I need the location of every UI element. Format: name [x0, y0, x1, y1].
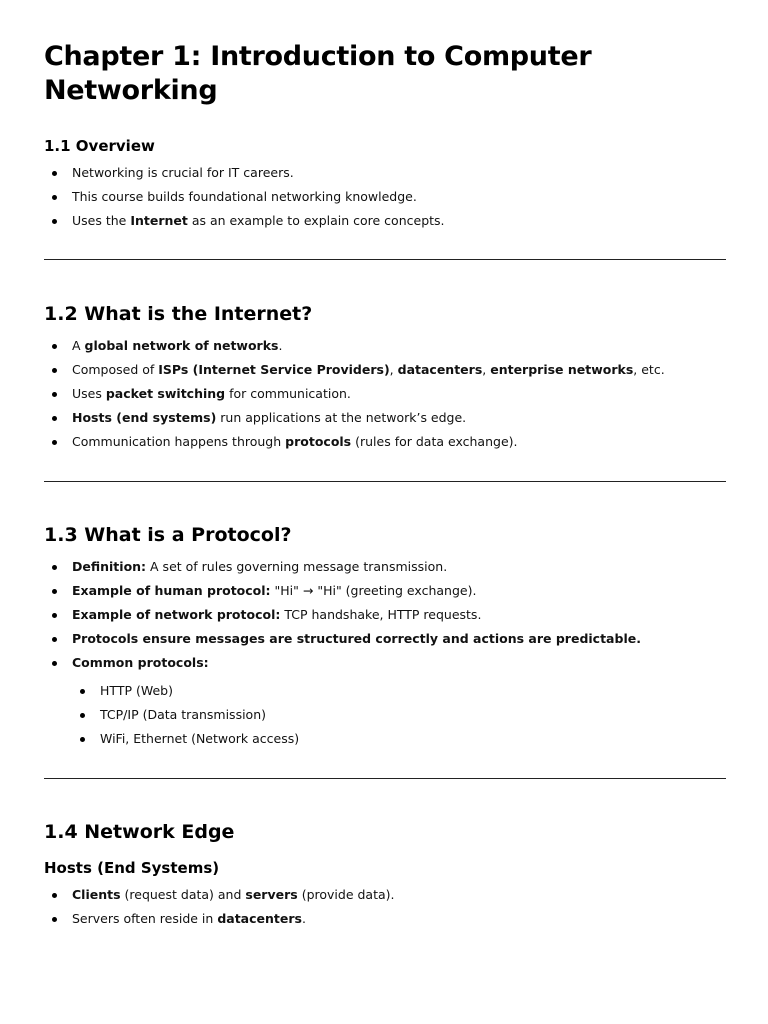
list-item	[72, 707, 726, 723]
bold-text: protocols	[285, 434, 352, 449]
network-edge-list	[44, 887, 726, 927]
bold-text: enterprise networks	[490, 362, 634, 377]
list-item	[72, 683, 726, 699]
document-page	[44, 0, 726, 935]
common-protocols-list	[44, 683, 726, 747]
item-text: .	[278, 338, 283, 353]
list-item	[44, 911, 726, 927]
list-item	[44, 386, 726, 402]
list-item	[44, 362, 726, 378]
list-item	[44, 434, 726, 450]
list-item	[44, 631, 726, 647]
item-text: run applications at the network’s edge.	[216, 410, 467, 425]
section-heading-overview: 1.1 Overview	[44, 137, 155, 155]
item-text: .	[301, 911, 306, 926]
list-item	[44, 213, 726, 229]
section-heading-protocol: 1.3 What is a Protocol?	[44, 524, 292, 546]
section-divider	[44, 481, 726, 482]
item-text: (provide data).	[297, 887, 395, 902]
item-text: ,	[389, 362, 398, 377]
bold-text: global network of networks	[84, 338, 279, 353]
list-item	[44, 559, 726, 575]
item-text: Communication happens through	[72, 434, 286, 449]
item-text: (rules for data exchange).	[351, 434, 518, 449]
item-text: WiFi, Ethernet (Network access)	[100, 731, 300, 746]
list-item	[72, 731, 726, 747]
bold-text: servers	[245, 887, 298, 902]
item-text: Composed of	[72, 362, 159, 377]
subheading-hosts: Hosts (End Systems)	[44, 859, 220, 877]
item-text: ,	[482, 362, 491, 377]
item-text: for communication.	[225, 386, 351, 401]
list-item	[44, 607, 726, 623]
overview-list	[44, 165, 726, 229]
protocol-list	[44, 559, 726, 671]
item-text: as an example to explain core concepts.	[187, 213, 445, 228]
section-heading-network-edge: 1.4 Network Edge	[44, 821, 235, 843]
section-heading-internet: 1.2 What is the Internet?	[44, 303, 313, 325]
chapter-title: Chapter 1: Introduction to Computer Networking	[44, 41, 592, 106]
item-text: (request data) and	[120, 887, 246, 902]
bold-text: Clients	[72, 887, 121, 902]
item-text: Servers often reside in	[72, 911, 218, 926]
item-text: TCP handshake, HTTP requests.	[280, 607, 482, 622]
internet-list	[44, 338, 726, 450]
bold-text: ISPs (Internet Service Providers)	[158, 362, 390, 377]
section-divider	[44, 259, 726, 260]
item-text: TCP/IP (Data transmission)	[100, 707, 267, 722]
item-text: This course builds foundational networking knowledge.	[72, 189, 417, 204]
item-text: Uses	[72, 386, 106, 401]
list-item	[44, 583, 726, 599]
item-text: A	[72, 338, 85, 353]
item-text: Networking is crucial for IT careers.	[72, 165, 294, 180]
bold-text: Internet	[130, 213, 188, 228]
list-item	[44, 410, 726, 426]
bold-text: Example of network protocol:	[72, 607, 281, 622]
item-text: Uses the	[72, 213, 131, 228]
section-divider	[44, 778, 726, 779]
list-item	[44, 338, 726, 354]
bold-text: Common protocols:	[72, 655, 209, 670]
bold-text: Protocols ensure messages are structured correctly and actions are predictable.	[72, 631, 641, 646]
bold-text: datacenters	[217, 911, 302, 926]
item-text: , etc.	[633, 362, 665, 377]
bold-text: Example of human protocol:	[72, 583, 271, 598]
list-item	[44, 655, 726, 671]
item-text: HTTP (Web)	[100, 683, 173, 698]
list-item	[44, 189, 726, 205]
bold-text: Definition:	[72, 559, 147, 574]
item-text: A set of rules governing message transmission.	[146, 559, 448, 574]
item-text: "Hi" → "Hi" (greeting exchange).	[270, 583, 477, 598]
bold-text: packet switching	[105, 386, 226, 401]
list-item	[44, 165, 726, 181]
list-item	[44, 887, 726, 903]
bold-text: Hosts (end systems)	[72, 410, 217, 425]
bold-text: datacenters	[397, 362, 483, 377]
